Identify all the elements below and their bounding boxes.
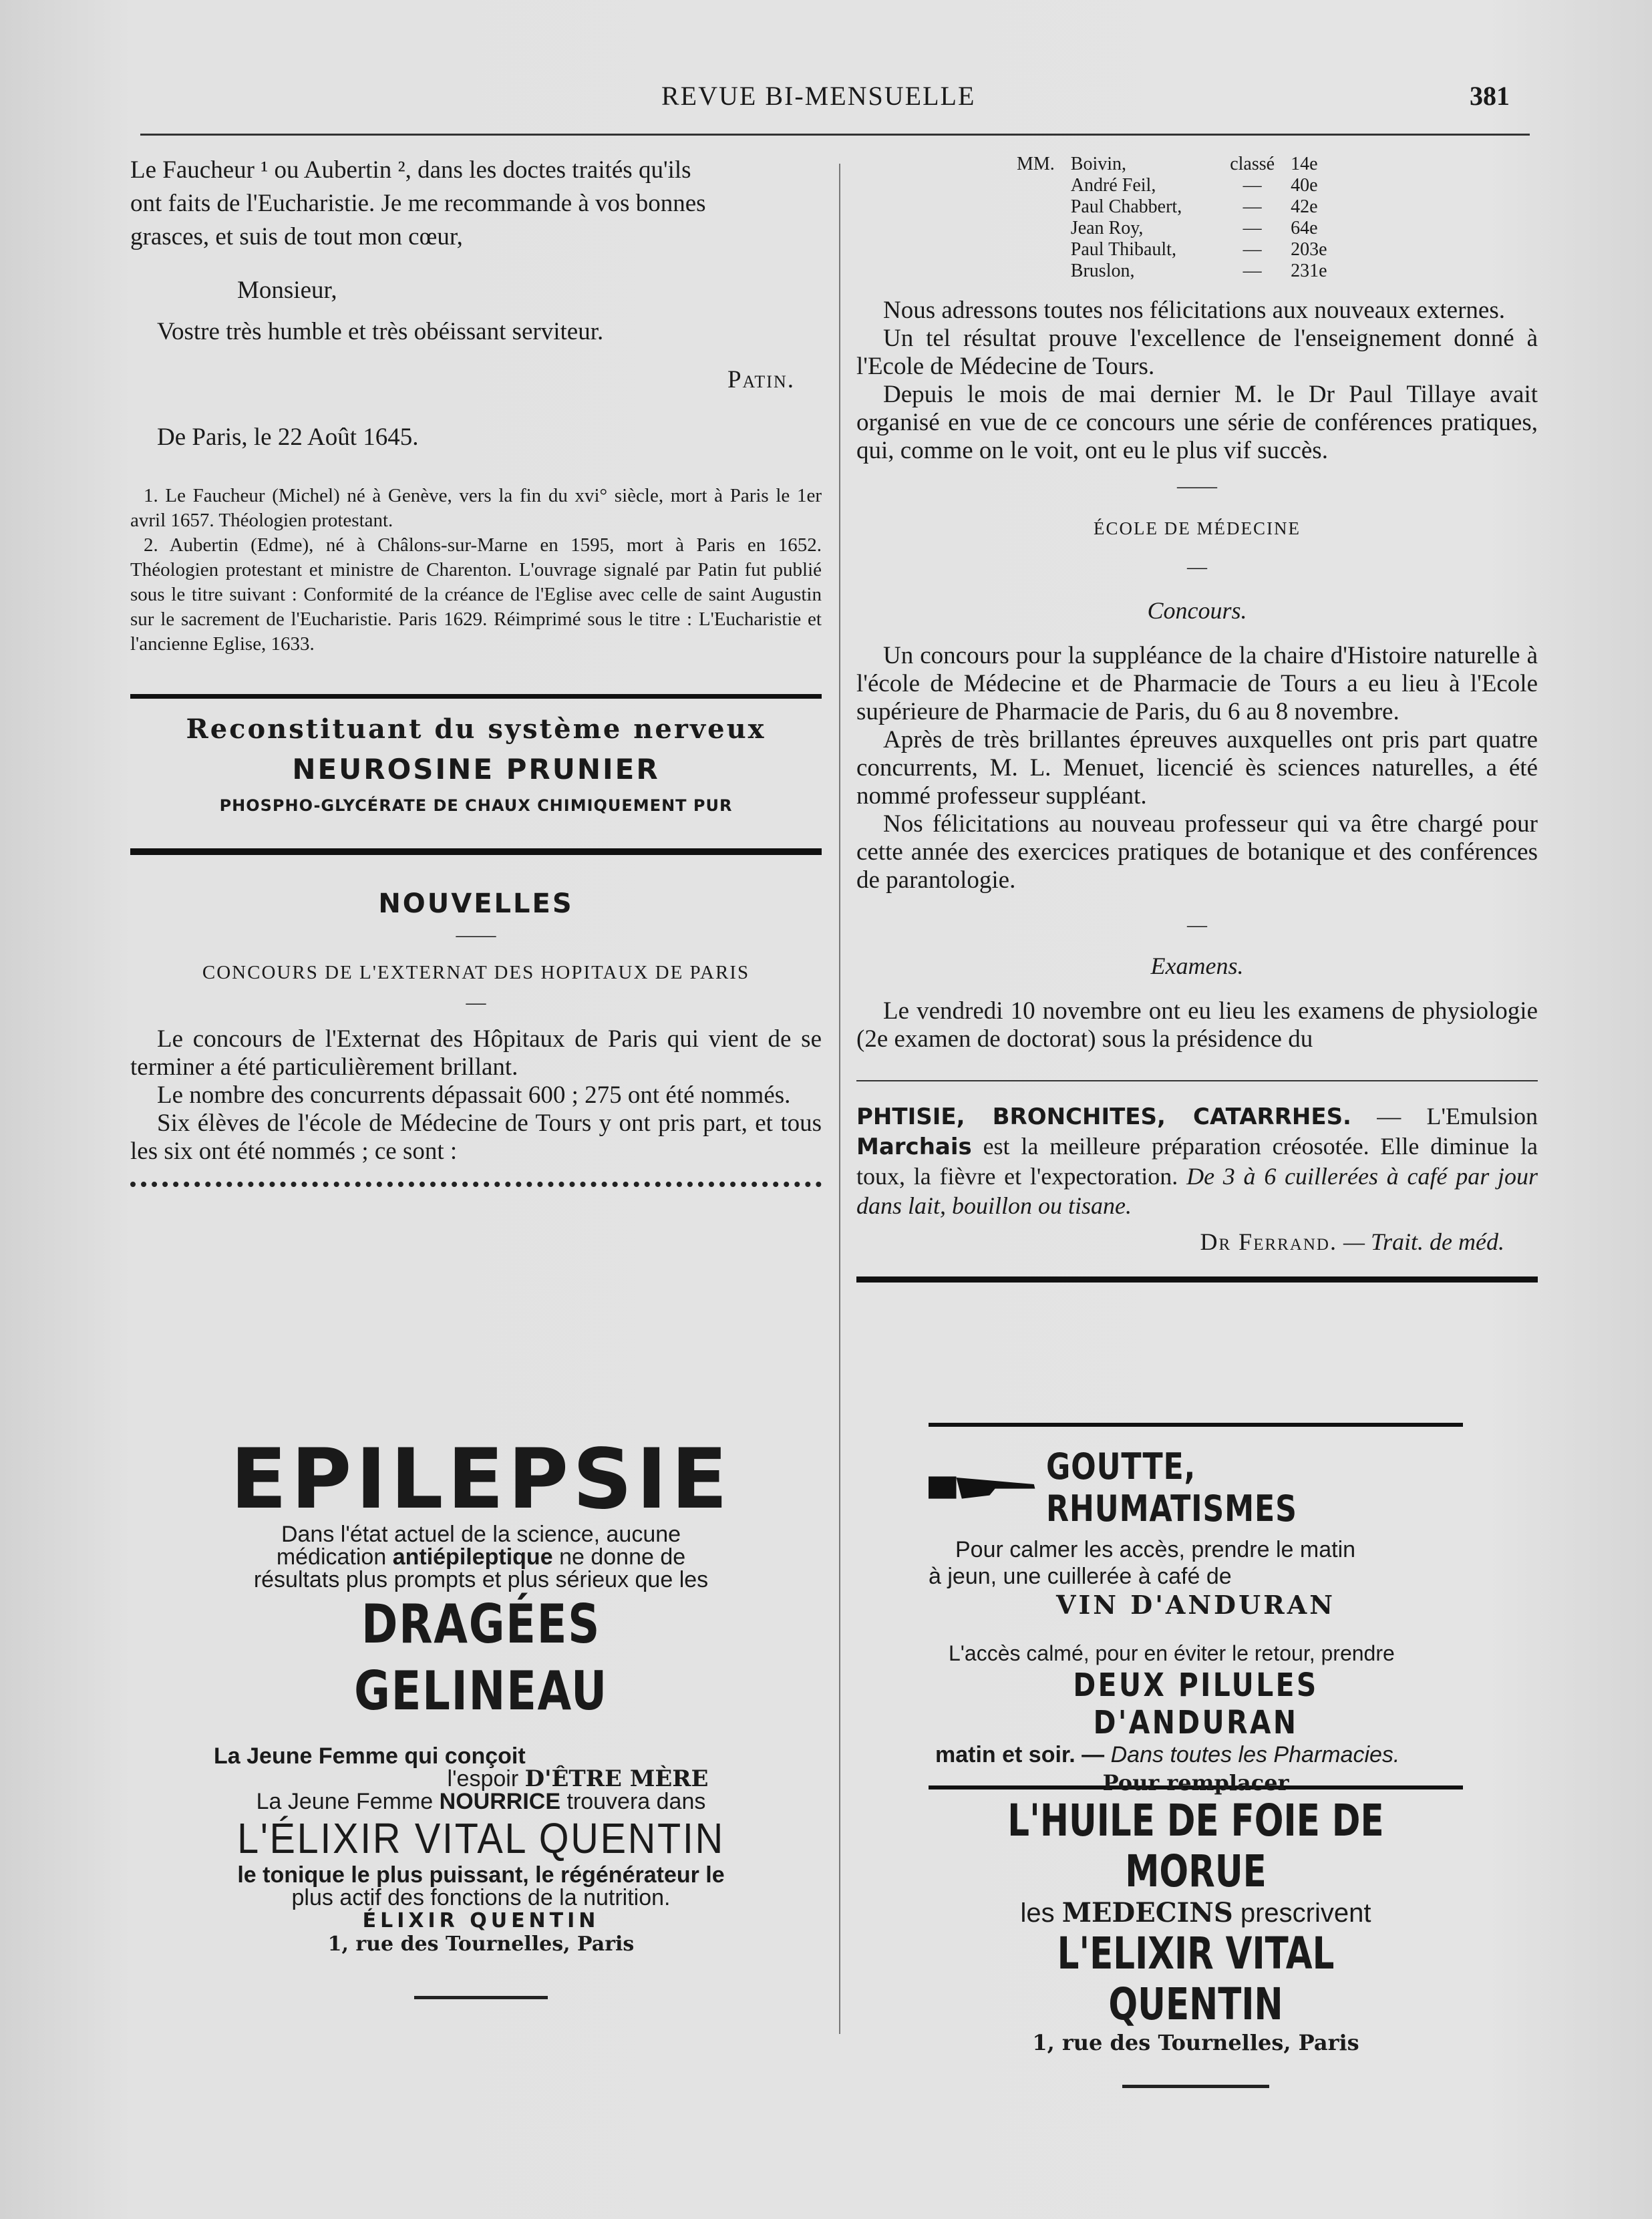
goutte-line: à jeun, une cuillerée à café de [929, 1564, 1232, 1589]
epilepsie-line: résultats plus prompts et plus sérieux que les [253, 1567, 709, 1592]
student-rank: 64e [1291, 218, 1318, 238]
letter-line: ont faits de l'Eucharistie. Je me recommande à vos bonnes [130, 190, 706, 217]
epilepsie-line [194, 1790, 768, 1813]
externat-body [130, 1025, 822, 1166]
ecole-title: ÉCOLE DE MÉDECINE [1094, 518, 1301, 538]
student-row [1017, 261, 1335, 282]
student-label: — [1243, 239, 1262, 260]
paragraph: Après de très brillantes épreuves auxquelles ont pris part quatre concurrents, M. L. Menuet, licencié ès sciences naturelles, a été nommé professeur suppléant. [856, 726, 1538, 810]
left-column [130, 154, 822, 1187]
goutte-title: GOUTTE, RHUMATISMES [1046, 1445, 1297, 1530]
epilepsie-ad [194, 1431, 768, 1999]
student-label: — [1243, 196, 1262, 217]
closing: Vostre très humble et très obéissant serviteur. [157, 318, 604, 345]
phtisie-lead: PHTISIE, BRONCHITES, CATARRHES. [856, 1103, 1351, 1130]
source-author: Dr Ferrand. [1200, 1228, 1337, 1255]
epilepsie-text: ne donne de [552, 1544, 686, 1570]
phtisie-brand: Marchais [856, 1134, 972, 1160]
address: 1, rue des Tournelles, Paris [1032, 2030, 1359, 2055]
paragraph: Le concours de l'Externat des Hôpitaux de Paris qui vient de se terminer a été particulièrement brillant. [130, 1025, 822, 1081]
goutte-italic: Dans toutes les Pharmacies. [1110, 1742, 1400, 1767]
ad-rule-top [856, 1080, 1538, 1081]
salutation: Monsieur, [237, 277, 337, 304]
page-number: 381 [1470, 81, 1510, 111]
examens-body [856, 997, 1538, 1053]
neurosine-ad [130, 713, 822, 815]
student-prefix [1017, 261, 1063, 282]
epilepsie-text: médication [276, 1544, 393, 1570]
ad-rule-top [929, 1423, 1463, 1427]
separator-dash: —— [1177, 475, 1217, 497]
ad-rule-bottom [856, 1276, 1538, 1283]
huile-text: les [1020, 1898, 1062, 1928]
student-list [1017, 154, 1335, 282]
student-rank: 14e [1291, 154, 1318, 174]
student-prefix [1017, 239, 1063, 261]
student-prefix [1017, 196, 1063, 218]
elixir-brand: L'ELIXIR VITAL QUENTIN [1057, 1928, 1335, 2030]
ad-rule-bottom [130, 848, 822, 855]
footnote-2: 2. Aubertin (Edme), né à Châlons-sur-Marne en 1595, mort à Paris en 1652. Théologien protestant et ministre de Charenton. L'ouvrage signalé par Patin fut publié sous le titre suivant : Conformité de la créance de l'Eglise avec celle de saint Augustin sur le sacrement de l'Eucharistie. Paris 1629. Réimprimé sous le titre : L'Eucharistie et l'ancienne Eglise, 1633. [130, 534, 822, 655]
student-prefix [1017, 218, 1063, 239]
paragraph: Nous adressons toutes nos félicitations aux nouveaux externes. [883, 297, 1505, 324]
letter-line: grasces, et suis de tout mon cœur, [130, 223, 463, 250]
student-label: — [1243, 218, 1262, 238]
paragraph: Six élèves de l'école de Médecine de Tours y ont pris part, et tous les six ont été nommés ; ce sont : [130, 1110, 822, 1165]
paragraph: Un concours pour la suppléance de la chaire d'Histoire naturelle à l'école de Médecine et de Pharmacie de Tours a eu lieu à l'Ecole supérieure de Pharmacie de Paris, du 6 au 8 novembre. [856, 642, 1538, 725]
epilepsie-line: plus actif des fonctions de la nutrition. [291, 1885, 671, 1910]
right-column [856, 154, 1538, 1283]
student-row [1017, 196, 1335, 218]
dateline: De Paris, le 22 Août 1645. [157, 423, 419, 451]
dragees-brand: DRAGÉES GELINEAU [354, 1593, 608, 1722]
epilepsie-bold: NOURRICE [439, 1789, 560, 1814]
paragraph: Le vendredi 10 novembre ont eu lieu les examens de physiologie (2e examen de doctorat) sous la présidence du [856, 997, 1538, 1053]
source-work: — Trait. de méd. [1343, 1228, 1504, 1255]
epilepsie-text: trouvera dans [560, 1789, 706, 1814]
phtisie-text2: est la meilleure préparation créosotée. Elle diminue la toux, la fièvre et l'expectoration. [856, 1133, 1538, 1190]
huile-bold: MEDECINS [1061, 1897, 1233, 1928]
student-rank: 42e [1291, 196, 1318, 217]
separator-dash-short: — [1187, 556, 1207, 578]
phtisie-source [856, 1227, 1538, 1256]
running-header: REVUE BI-MENSUELLE [661, 81, 976, 111]
epilepsie-title: EPILEPSIE [230, 1431, 732, 1528]
goutte-line: Pour calmer les accès, prendre le matin [955, 1537, 1356, 1562]
student-row [1017, 218, 1335, 239]
ad-end-rule [414, 1996, 548, 1999]
epilepsie-bold: antiépileptique [392, 1544, 553, 1570]
student-prefix: MM. [1017, 154, 1055, 174]
vin-anduran: VIN D'ANDURAN [1056, 1590, 1335, 1620]
ad-end-rule [1122, 2085, 1269, 2088]
separator-dash-short: — [466, 991, 486, 1013]
epilepsie-text: l'espoir [447, 1766, 525, 1791]
nouvelles-title: NOUVELLES [378, 888, 574, 919]
phtisie-ad [856, 1101, 1538, 1256]
goutte-header [929, 1445, 1463, 1530]
pilules-anduran: DEUX PILULES D'ANDURAN [1073, 1667, 1319, 1741]
ad-rule-top [130, 694, 822, 699]
huile-text: prescrivent [1232, 1898, 1371, 1928]
student-rank: 40e [1291, 175, 1318, 196]
separator-dash: —— [456, 924, 496, 946]
student-row [1017, 175, 1335, 196]
student-name: Bruslon, [1070, 261, 1135, 281]
phtisie-text [856, 1101, 1538, 1220]
letter-line: Le Faucheur ¹ ou Aubertin ², dans les doctes traités qu'ils [130, 156, 691, 184]
concours-body [856, 642, 1538, 894]
goutte-ad [929, 1423, 1463, 1789]
footnotes [130, 484, 822, 657]
address: 1, rue des Tournelles, Paris [327, 1932, 635, 1956]
results-body [856, 297, 1538, 465]
externat-title: CONCOURS DE L'EXTERNAT DES HOPITAUX DE PARIS [202, 962, 750, 983]
student-label: — [1243, 175, 1262, 196]
goutte-text: matin et soir. — [935, 1742, 1111, 1767]
elixir-brand-small: ÉLIXIR QUENTIN [362, 1909, 600, 1932]
student-row [1017, 239, 1335, 261]
phtisie-dose: De 3 à 6 cuillerées à café par jour dans lait, bouillon ou tisane. [856, 1163, 1538, 1219]
student-prefix [1017, 175, 1063, 196]
neurosine-tagline: Reconstituant du système nerveux [186, 713, 766, 745]
concours-title: Concours. [1147, 597, 1247, 624]
epilepsie-line: Dans l'état actuel de la science, aucune [281, 1522, 681, 1547]
student-label: classé [1230, 154, 1275, 174]
neurosine-desc: PHOSPHO-GLYCÉRATE DE CHAUX CHIMIQUEMENT PUR [219, 796, 733, 815]
letter-ending [130, 154, 822, 454]
examens-title: Examens. [1150, 953, 1244, 979]
epilepsie-line [194, 1767, 768, 1790]
phtisie-text1: — L'Emulsion [1351, 1103, 1538, 1130]
goutte-line: L'accès calmé, pour en éviter le retour, prendre [949, 1641, 1395, 1665]
student-name: Boivin, [1070, 154, 1127, 174]
elixir-brand: L'ÉLIXIR VITAL QUENTIN [237, 1814, 725, 1862]
paragraph: Le nombre des concurrents dépassait 600 ; 275 ont été nommés. [157, 1081, 791, 1109]
student-name: Jean Roy, [1070, 218, 1144, 238]
signature: Patin. [727, 366, 795, 393]
student-rank: 203e [1291, 239, 1327, 260]
epilepsie-bold: D'ÊTRE MÈRE [524, 1765, 709, 1792]
huile-line [915, 1897, 1476, 1928]
huile-title: L'HUILE DE FOIE DE MORUE [1007, 1795, 1384, 1897]
student-label: — [1243, 261, 1262, 281]
neurosine-brand: NEUROSINE PRUNIER [292, 753, 660, 786]
column-divider [839, 164, 840, 2034]
huile-ad [915, 1770, 1476, 2088]
pointing-hand-icon [929, 1468, 1039, 1508]
student-rank: 231e [1291, 261, 1327, 281]
paragraph: Depuis le mois de mai dernier M. le Dr Paul Tillaye avait organisé en vue de ce concours une série de conférences pratiques, qui, comme on le voit, ont eu le plus vif succès. [856, 381, 1538, 464]
epilepsie-line: le tonique le plus puissant, le régénérateur le [237, 1862, 725, 1888]
student-name: André Feil, [1070, 175, 1156, 196]
huile-line: Pour remplacer [1102, 1770, 1289, 1796]
epilepsie-text: La Jeune Femme [256, 1789, 440, 1814]
section-rule [130, 1182, 822, 1187]
epilepsie-line [194, 1546, 768, 1568]
paragraph: Nos félicitations au nouveau professeur qui va être chargé pour cette année des exercices pratiques de botanique et des conférences de parantologie. [856, 810, 1538, 894]
paragraph: Un tel résultat prouve l'excellence de l'enseignement donné à l'Ecole de Médecine de Tours. [856, 325, 1538, 380]
goutte-line [929, 1741, 1463, 1768]
student-row [1017, 154, 1335, 175]
header-rule [140, 134, 1530, 136]
epilepsie-line: La Jeune Femme qui conçoit [214, 1743, 526, 1769]
student-name: Paul Thibault, [1070, 239, 1176, 260]
separator-dash-short: — [1187, 914, 1207, 936]
student-name: Paul Chabbert, [1070, 196, 1182, 217]
footnote-1: 1. Le Faucheur (Michel) né à Genève, vers la fin du xvi° siècle, mort à Paris le 1er avril 1657. Théologien protestant. [130, 485, 822, 531]
